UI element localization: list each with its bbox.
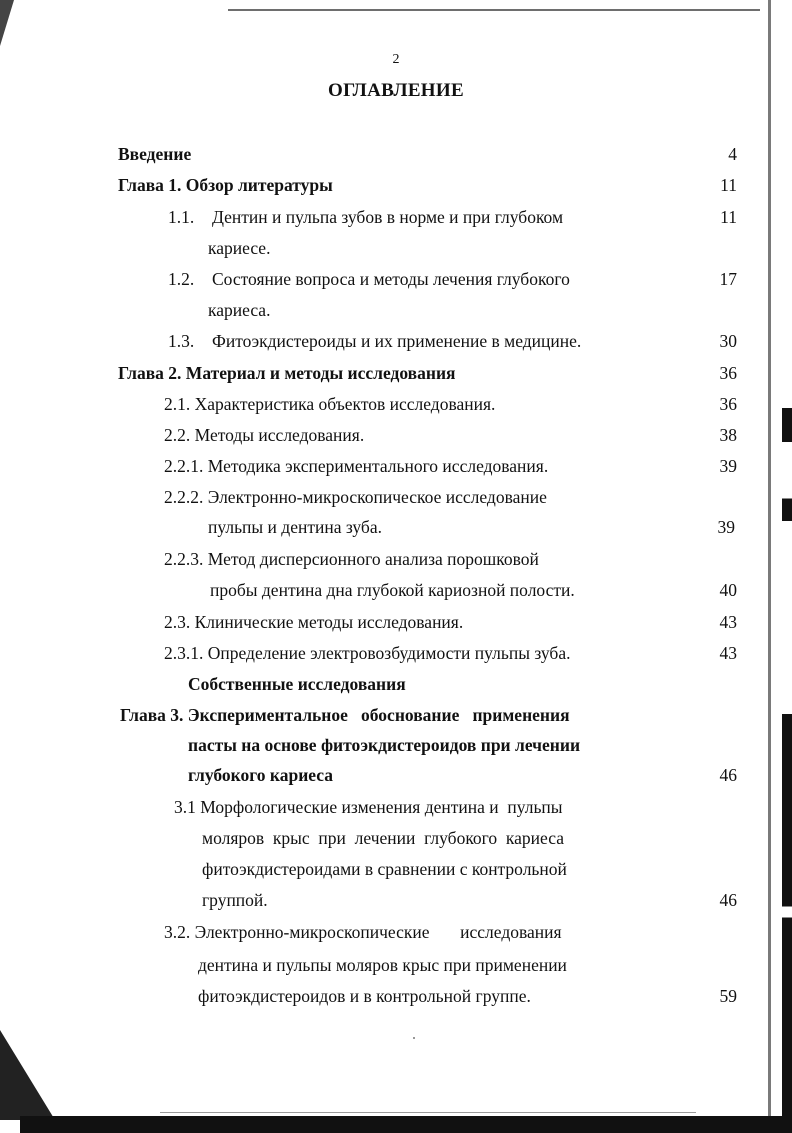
toc-s1-3-page: 30: [719, 331, 737, 351]
toc-s1-1-line2: кариесе.: [208, 238, 271, 258]
toc-s2-2-page: 38: [719, 425, 737, 445]
toc-s2-3-label: 2.3. Клинические методы исследования.: [164, 612, 464, 632]
toc-ch1-page: 11: [720, 175, 737, 195]
toc-s3-2-page: 59: [719, 986, 737, 1006]
toc-s2-2-3-line1: 2.2.3. Метод дисперсионного анализа порошковой: [164, 549, 539, 569]
toc-s3-2-line2: дентина и пульпы моляров крыс при применении: [198, 955, 567, 975]
toc-s2-2-2-page: 39: [717, 517, 735, 537]
toc-ch1-label: Глава 1. Обзор литературы: [118, 175, 333, 195]
toc-s1-2-line2: кариеса.: [208, 300, 271, 320]
toc-ch2-page: 36: [719, 363, 737, 383]
toc-s2-2-2-line1: 2.2.2. Электронно-микроскопическое исследование: [164, 487, 547, 507]
toc-s3-2-line1: 3.2. Электронно-микроскопические исследования: [164, 922, 562, 942]
toc-s2-2-3-page: 40: [719, 580, 737, 600]
page-number: 2: [392, 52, 400, 67]
toc-intro-label: Введение: [118, 144, 192, 164]
page-title: ОГЛАВЛЕНИЕ: [328, 80, 464, 101]
toc-s2-1-page: 36: [719, 394, 737, 414]
scan-speck: [413, 1037, 415, 1039]
toc-own-research-heading: Собственные исследования: [188, 674, 406, 694]
toc-s1-2-line1: Состояние вопроса и методы лечения глубокого: [212, 269, 570, 289]
toc-ch3-line2: пасты на основе фитоэкдистероидов при лечении: [188, 735, 581, 755]
scan-corner-artifact-bottom: [0, 1030, 55, 1120]
scan-left-margin: [0, 0, 20, 1133]
toc-s2-2-1-label: 2.2.1. Методика экспериментального исследования.: [164, 456, 549, 476]
scan-corner-artifact-top: [0, 0, 14, 46]
toc-s2-2-2-line2: пульпы и дентина зуба.: [208, 517, 382, 537]
toc-s2-3-page: 43: [719, 612, 737, 632]
toc-s3-2-line3: фитоэкдистероидов и в контрольной группе.: [198, 986, 531, 1006]
toc-ch3-page: 46: [719, 765, 737, 785]
toc-s1-2-page: 17: [719, 269, 737, 289]
toc-s3-1-line1: 3.1 Морфологические изменения дентина и пульпы: [174, 797, 563, 817]
toc-s2-2-label: 2.2. Методы исследования.: [164, 425, 365, 445]
scan-right-edge: [768, 0, 771, 1133]
toc-s2-1-label: 2.1. Характеристика объектов исследования.: [164, 394, 496, 414]
toc-intro-page: 4: [728, 144, 737, 164]
toc-ch2-label: Глава 2. Материал и методы исследования: [118, 363, 456, 383]
toc-s2-2-3-line2: пробы дентина дна глубокой кариозной полости.: [210, 580, 575, 600]
toc-s1-3-line1: Фитоэкдистероиды и их применение в медицине.: [212, 331, 582, 351]
toc-ch3-line3: глубокого кариеса: [188, 765, 333, 785]
toc-s3-1-line3: фитоэкдистероидами в сравнении с контрольной: [202, 859, 567, 879]
toc-s2-3-1-label: 2.3.1. Определение электровозбудимости пульпы зуба.: [164, 643, 571, 663]
toc-s1-3-num: 1.3.: [168, 331, 195, 351]
toc-s1-1-num: 1.1.: [168, 207, 195, 227]
toc-s3-1-line4: группой.: [202, 890, 268, 910]
toc-s3-1-page: 46: [719, 890, 737, 910]
toc-s2-2-1-page: 39: [719, 456, 737, 476]
toc-s1-1-page: 11: [720, 207, 737, 227]
toc-s3-1-line2: моляров крыс при лечении глубокого кариеса: [202, 828, 564, 848]
toc-ch3-line1: Глава 3. Экспериментальное обоснование применения: [120, 705, 570, 725]
scan-top-edge: [228, 9, 760, 11]
toc-s1-1-line1: Дентин и пульпа зубов в норме и при глубоком: [212, 207, 564, 227]
scan-bottom-edge: [20, 1116, 792, 1133]
toc-s2-3-1-page: 43: [719, 643, 737, 663]
scan-right-border: [782, 0, 792, 1133]
toc-s1-2-num: 1.2.: [168, 269, 195, 289]
scan-bottom-rule: [160, 1112, 696, 1113]
